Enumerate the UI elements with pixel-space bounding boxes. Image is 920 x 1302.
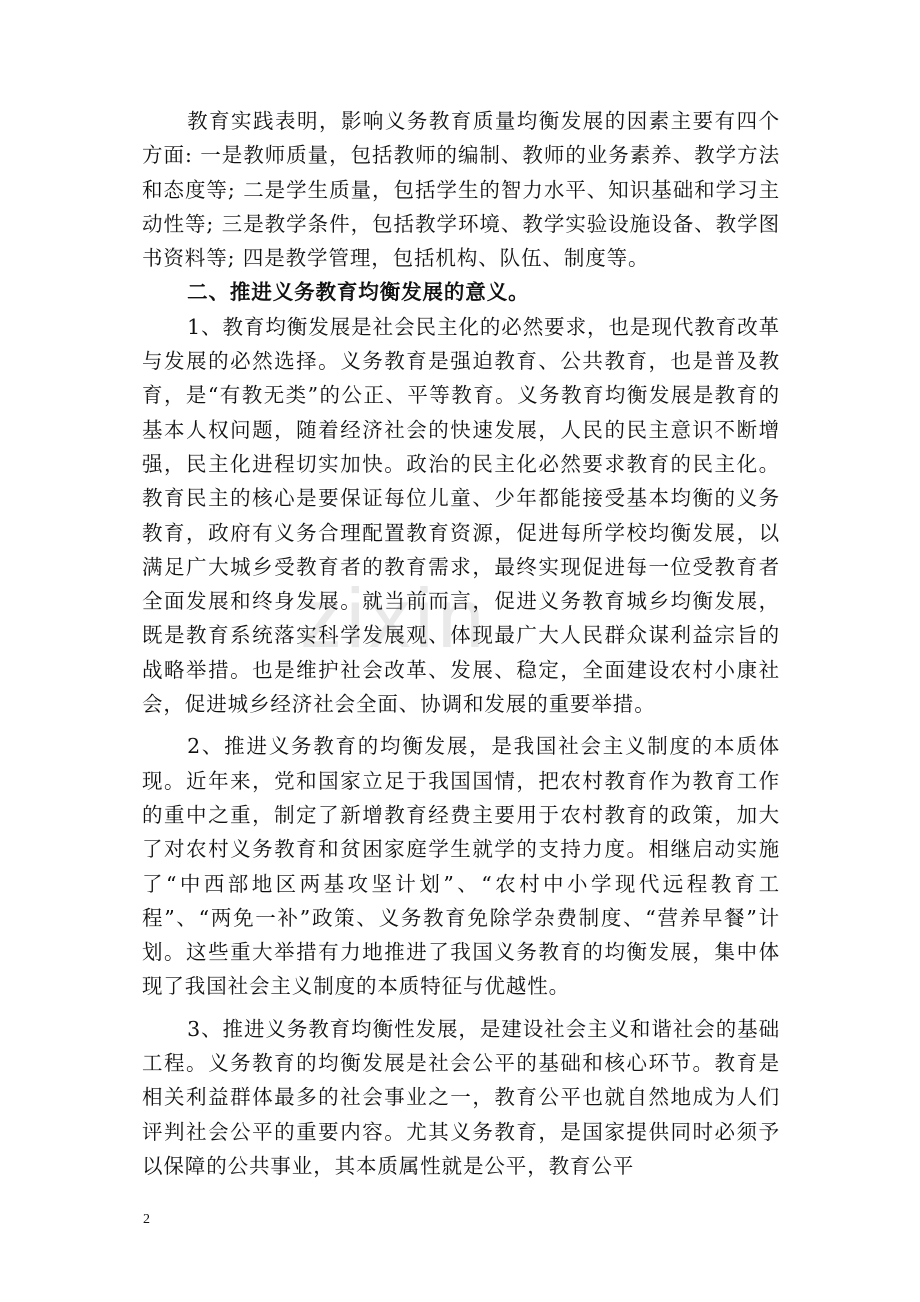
paragraph-point-1: 1、教育均衡发展是社会民主化的必然要求，也是现代教育改革与发展的必然选择。义务教育是强迫教育、公共教育，也是普及教育，是“有教无类”的公正、平等教育。义务教育均衡发展是教育的基本人权问题，随着经济社会的快速发展，人民的民主意识不断增强，民主化进程切实加快。政治的民主化必然要求教育的民主化。教育民主的核心是要保证每位儿童、少年都能接受基本均衡的义务教育，政府有义务合理配置教育资源，促进每所学校均衡发展，以满足广大城乡受教育者的教育需求，最终实现促进每一位受教育者全面发展和终身发展。就当前而言，促进义务教育城乡均衡发展，既是教育系统落实科学发展观、体现最广大人民群众谋利益宗旨的战略举措。也是维护社会改革、发展、稳定，全面建设农村小康社会，促进城乡经济社会全面、协调和发展的重要举措。: [142, 314, 780, 717]
section-heading: 二、推进义务教育均衡发展的意义。: [187, 280, 530, 305]
paragraph-point-3: 3、推进义务教育均衡性发展，是建设社会主义和谐社会的基础工程。义务教育的均衡发展是社会公平的基础和核心环节。教育是相关利益群体最多的社会事业之一，教育公平也就自然地成为人们评判社会公平的重要内容。尤其义务教育，是国家提供同时必须予以保障的公共事业，其本质属性就是公平，教育公平: [142, 1016, 780, 1178]
paragraph-factors: 教育实践表明，影响义务教育质量均衡发展的因素主要有四个方面: 一是教师质量，包括教师的编制、教师的业务素养、教学方法和态度等; 二是学生质量，包括学生的智力水平、知识基础和学习主动性等; 三是教学条件，包括教学环境、教学实验设施设备、教学图书资料等; 四是教学管理，包括机构、队伍、制度等。: [142, 109, 780, 271]
watermark-text: zixin: [300, 571, 489, 665]
document-body: [142, 104, 780, 1183]
paragraph-point-2: 2、推进义务教育的均衡发展，是我国社会主义制度的本质体现。近年来，党和国家立足于我国国情，把农村教育作为教育工作的重中之重，制定了新增教育经费主要用于农村教育的政策，加大了对农村义务教育和贫困家庭学生就学的支持力度。相继启动实施了“中西部地区两基攻坚计划”、“农村中小学现代远程教育工程”、“两免一补”政策、义务教育免除学杂费制度、“营养早餐”计划。这些重大举措有力地推进了我国义务教育的均衡发展，集中体现了我国社会主义制度的本质特征与优越性。: [142, 734, 780, 999]
page-number: 2: [143, 1212, 150, 1227]
